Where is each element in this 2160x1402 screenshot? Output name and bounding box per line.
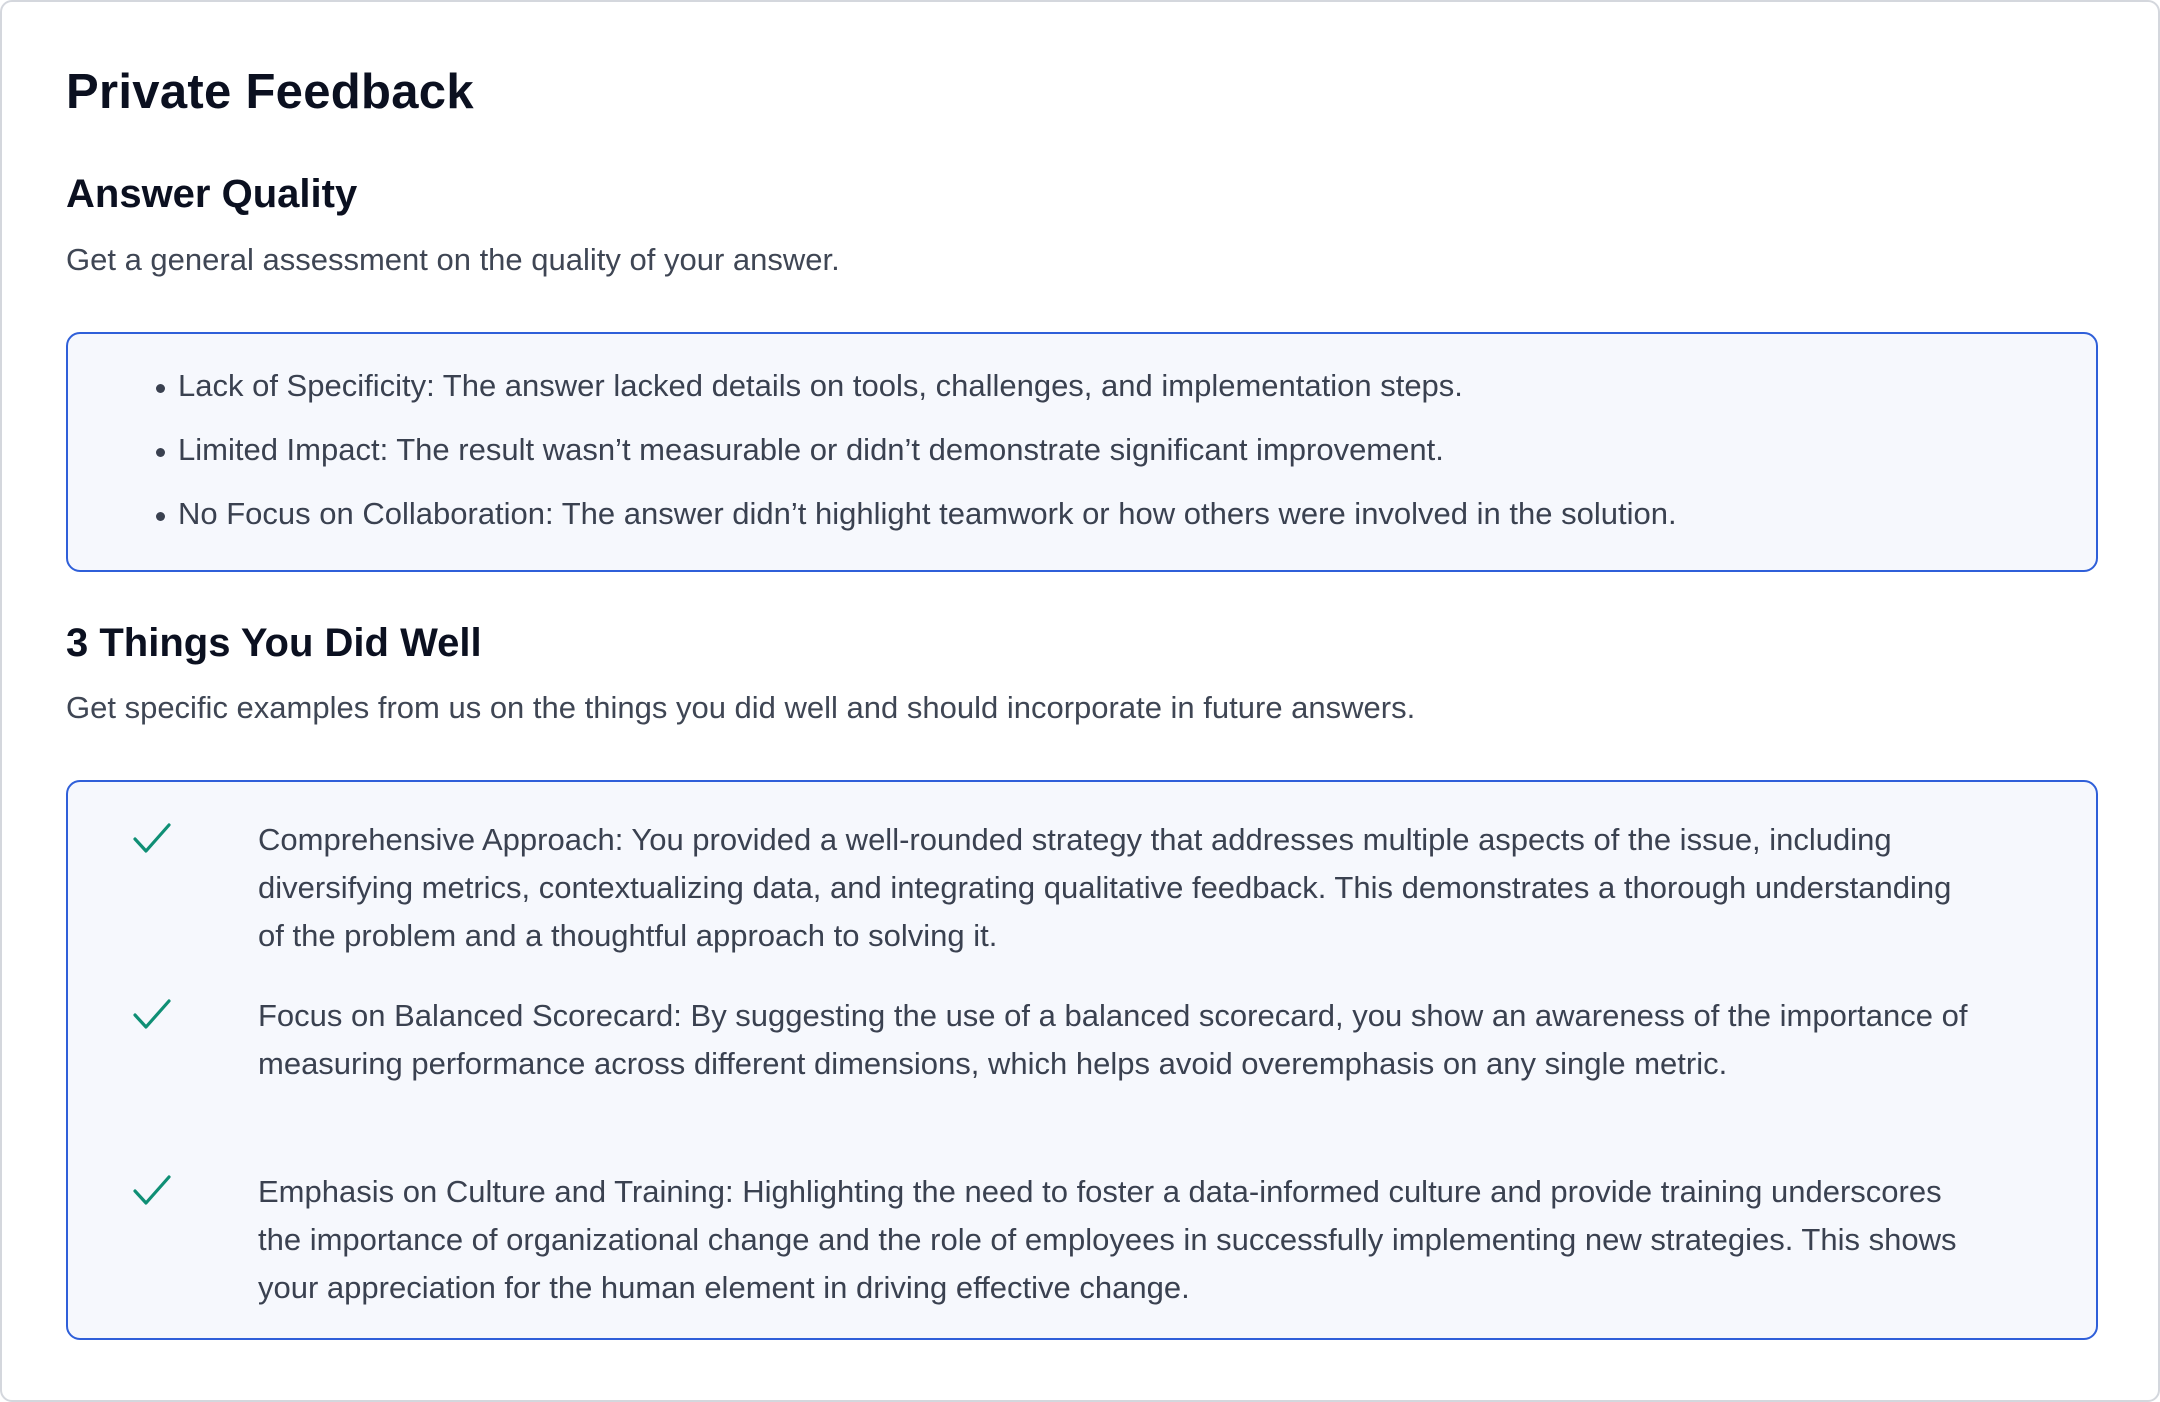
- answer-quality-item: [178, 432, 1444, 468]
- answer-quality-item-text: No Focus on Collaboration: The answer didn’t highlight teamwork or how others were involved in the solution.: [178, 496, 1677, 531]
- bullet-icon: [156, 512, 165, 521]
- answer-quality-item-text: Limited Impact: The result wasn’t measurable or didn’t demonstrate significant improvement.: [178, 432, 1444, 467]
- did-well-item-text: Emphasis on Culture and Training: Highlighting the need to foster a data-informed culture and provide training underscores the importance of organizational change and the role of employees in successfully implementing new strategies. This shows your appreciation for the human element in driving effective change.: [258, 1174, 1957, 1305]
- did-well-item-text: Focus on Balanced Scorecard: By suggesting the use of a balanced scorecard, you show an awareness of the importance of measuring performance across different dimensions, which helps avoid overemphasis on any single metric.: [258, 998, 1968, 1081]
- answer-quality-description: Get a general assessment on the quality of your answer.: [66, 242, 840, 277]
- did-well-box: [66, 780, 2098, 1340]
- check-icon: [132, 1174, 172, 1208]
- answer-quality-item-text: Lack of Specificity: The answer lacked details on tools, challenges, and implementation steps.: [178, 368, 1463, 403]
- bullet-icon: [156, 384, 165, 393]
- answer-quality-box: [66, 332, 2098, 572]
- bullet-icon: [156, 448, 165, 457]
- page-title: Private Feedback: [66, 65, 474, 119]
- check-icon: [132, 822, 172, 856]
- answer-quality-item: [178, 496, 1677, 532]
- check-icon: [132, 998, 172, 1032]
- answer-quality-title: Answer Quality: [66, 172, 358, 216]
- did-well-title: 3 Things You Did Well: [66, 621, 482, 665]
- answer-quality-item: [178, 368, 1463, 404]
- did-well-description: Get specific examples from us on the things you did well and should incorporate in future answers.: [66, 690, 1416, 725]
- did-well-item-text: Comprehensive Approach: You provided a well-rounded strategy that addresses multiple aspects of the issue, including diversifying metrics, contextualizing data, and integrating qualitative feedback. This demonstrates a thorough understanding of the problem and a thoughtful approach to solving it.: [258, 822, 1952, 953]
